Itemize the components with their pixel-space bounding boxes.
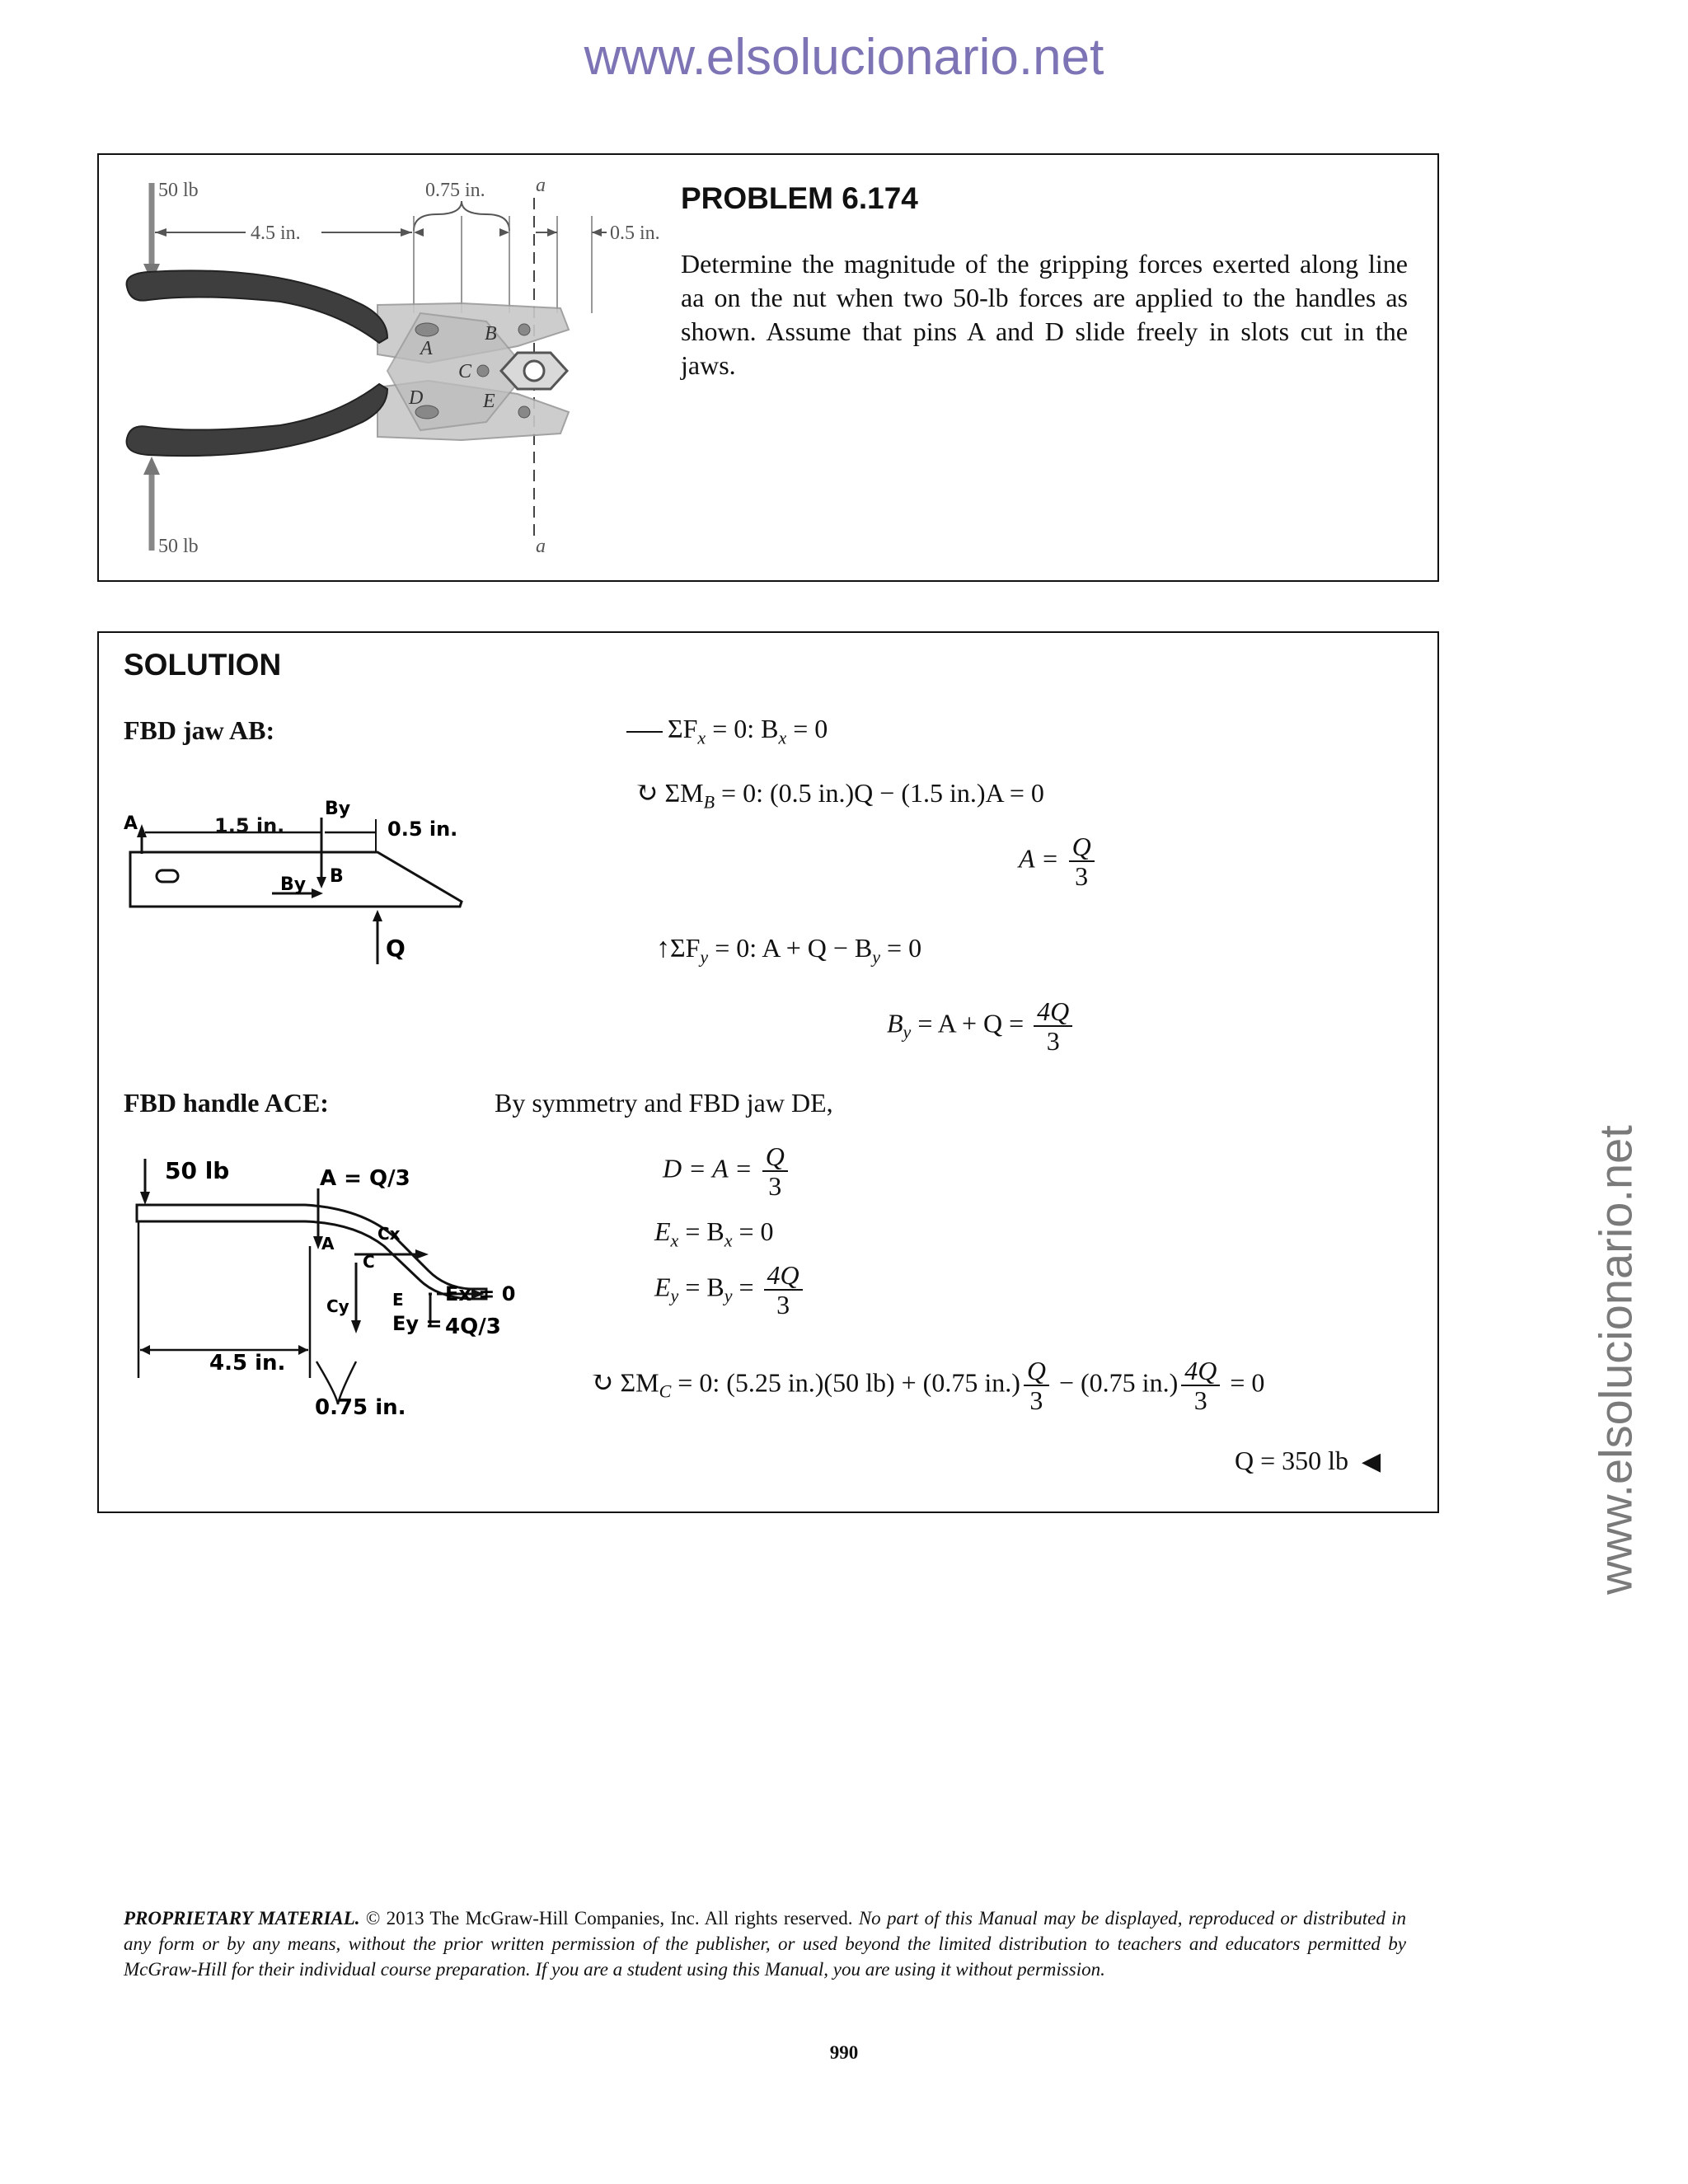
- line-a-bottom-label: a: [536, 536, 546, 557]
- eq-sum-fx: $\Sigma F_x = 0$: $B_x = 0$: [626, 714, 828, 748]
- pin-c-label: C: [458, 361, 472, 382]
- jaw-dim1-label: 1.5 in.: [214, 814, 285, 837]
- pin-a-label: A: [420, 338, 433, 359]
- jaw-q-label: Q: [386, 935, 406, 962]
- handle-c-label: C: [363, 1252, 375, 1272]
- dim-jaw-label: 0.5 in.: [610, 223, 660, 244]
- watermark-top[interactable]: www.elsolucionario.net: [584, 29, 1104, 86]
- solution-title: SOLUTION: [124, 648, 282, 682]
- jaw-b-label: B: [330, 866, 344, 887]
- symmetry-text: By symmetry and FBD jaw DE,: [495, 1088, 833, 1118]
- eq-a-result: A = $\frac{Q}{3}$: [1019, 832, 1098, 890]
- handle-cy-label: Cy: [326, 1296, 349, 1316]
- handle-e-label: E: [392, 1290, 404, 1310]
- pin-e-label: E: [483, 391, 495, 412]
- dim-pins-label: 0.75 in.: [425, 180, 485, 201]
- handle-ex-label: Ex = 0: [445, 1282, 516, 1305]
- line-a-top-label: a: [536, 175, 546, 196]
- handle-cx-label: Cx: [377, 1224, 401, 1244]
- jaw-by-label: By: [325, 799, 351, 819]
- jaw-dim2-label: 0.5 in.: [387, 818, 458, 841]
- eq-by-result: $B_y = A + Q$ = $\frac{4Q}{3}$: [887, 997, 1076, 1055]
- handle-load-label: 50 lb: [165, 1157, 230, 1184]
- eq-sum-fy: $↑\Sigma F_y = 0$: $A + Q - B_y = 0$: [656, 933, 922, 968]
- handle-ey-value: 4Q/3: [445, 1315, 501, 1339]
- answer: Q = 350 lb ◀: [1235, 1446, 1381, 1475]
- problem-text: Determine the magnitude of the gripping forces exerted along line aa on the nut when two 50-lb forces are applied to the handles as shown. Assume that pins A and D slide freely in slots cut in the jaws.: [681, 249, 1408, 380]
- force-bottom-label: 50 lb: [158, 536, 199, 557]
- eq-sum-mb: ↻ $\Sigma M_B = 0$: (0.5 in.)Q − (1.5 in.)A = 0: [635, 778, 1044, 813]
- eq-ey-result: $E_y = B_y$ = $\frac{4Q}{3}$: [654, 1261, 806, 1319]
- problem-title: PROBLEM 6.174: [681, 181, 918, 215]
- dim-handle-label: 4.5 in.: [251, 223, 301, 244]
- page-number: 990: [829, 2042, 859, 2063]
- footer-notice: PROPRIETARY MATERIAL. © 2013 The McGraw-Hill Companies, Inc. All rights reserved. No part of this Manual may be displayed, reproduced or distributed in any form or by any means, without the prior written permission of the publisher, or used beyond the limited distribution to teachers and educators permitted by McGraw-Hill for their individual course preparation. If you are a student using this Manual, you are using it without permission.: [124, 1908, 1406, 1980]
- fbd-handle-sketch: [124, 1147, 552, 1427]
- pin-b-label: B: [485, 323, 497, 344]
- pliers-figure: [115, 165, 684, 569]
- watermark-side: www.elsolucionario.net: [1589, 1125, 1642, 1595]
- eq-ex-result: $E_x = B_x = 0$: [654, 1216, 774, 1251]
- handle-ey-label: Ey =: [392, 1312, 443, 1335]
- handle-dim2-label: 0.75 in.: [315, 1395, 406, 1420]
- eq-sum-mc: ↻ $\Sigma M_C = 0$: (5.25 in.)(50 lb) + (0.75 in.) $\frac{Q}{3}$ − (0.75 in.) $\frac{4Q}{3}$ = 0: [590, 1356, 1265, 1415]
- force-top-label: 50 lb: [158, 180, 199, 201]
- pin-d-label: D: [409, 387, 424, 409]
- jaw-a-label: A: [124, 813, 138, 834]
- fbd-jaw-label: FBD jaw AB:: [124, 715, 275, 745]
- eq-d-result: D = A = $\frac{Q}{3}$: [663, 1142, 791, 1200]
- fbd-handle-label: FBD handle ACE:: [124, 1088, 329, 1118]
- jaw-bx-label: By: [280, 874, 307, 895]
- fbd-jaw-sketch: [124, 791, 486, 981]
- handle-dim1-label: 4.5 in.: [209, 1351, 286, 1376]
- handle-a-eq-label: A = Q/3: [320, 1166, 410, 1191]
- handle-a-label: A: [321, 1234, 335, 1254]
